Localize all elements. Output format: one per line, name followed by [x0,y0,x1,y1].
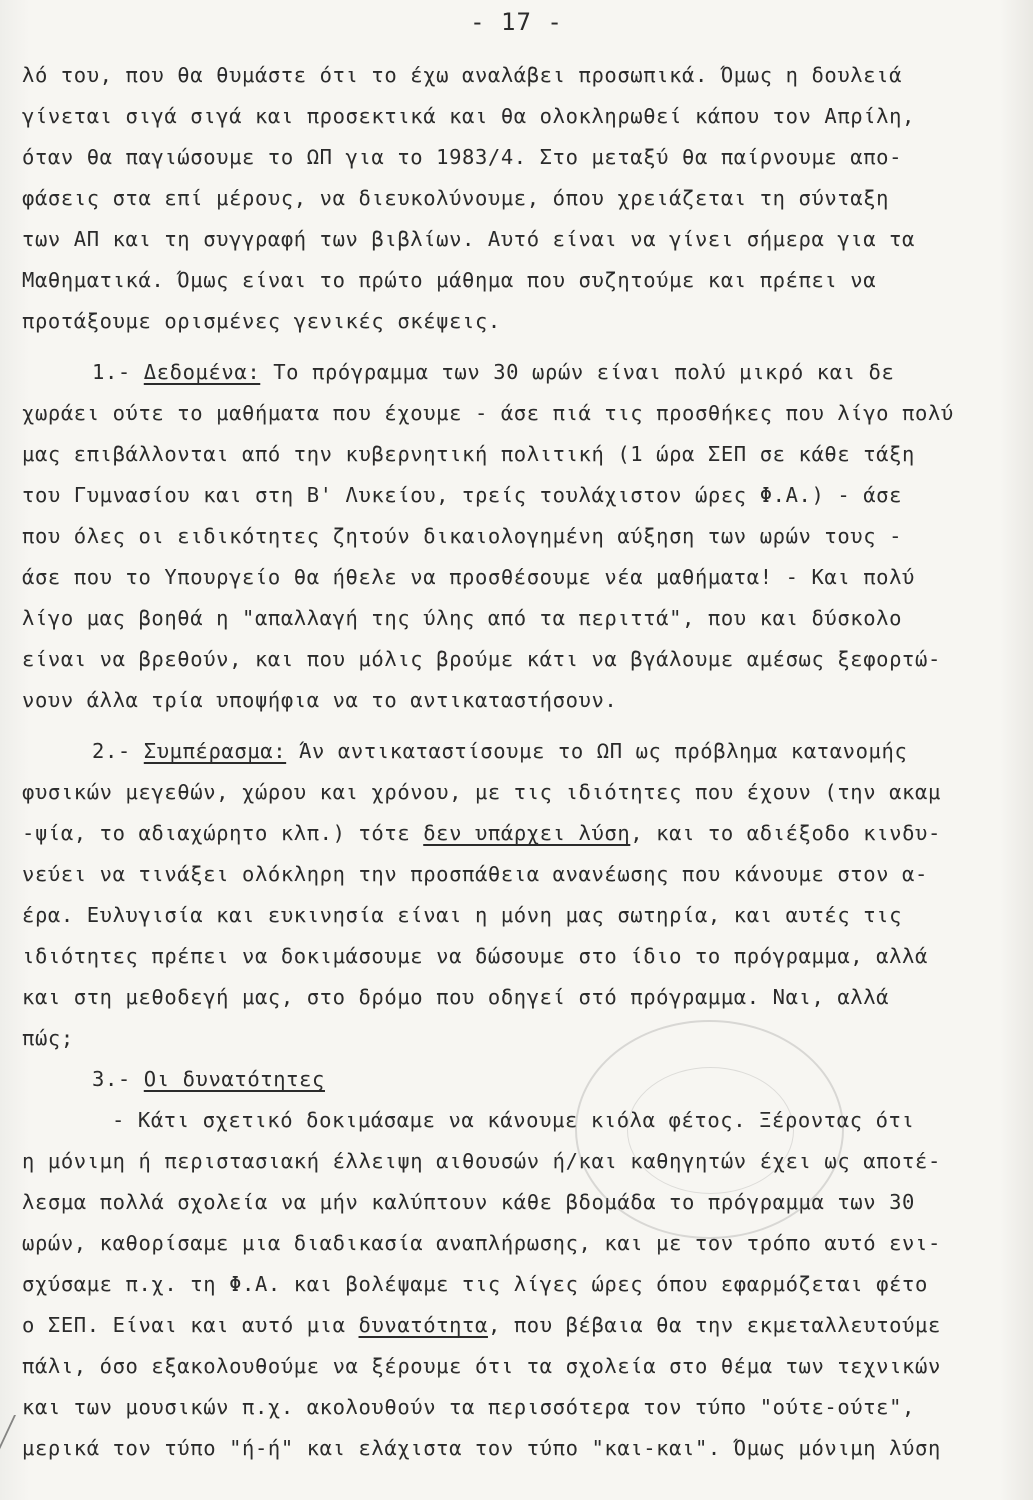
text-line: ωρών, καθορίσαμε μια διαδικασία αναπλήρωσης, και με τον τρόπο αυτό ενι- [22,1231,941,1255]
text-line: είναι να βρεθούν, και που μόλις βρούμε κάτι να βγάλουμε αμέσως ξεφορτώ- [22,647,941,671]
text-segment: -ψία, το αδιαχώρητο κλπ.) τότε [22,821,411,845]
text-line: ιδιότητες πρέπει να δοκιμάσουμε να δώσουμε στο ίδιο το πρόγραμμα, αλλά [22,944,928,968]
page-number: - 17 - [470,8,563,36]
text-line: λό του, που θα θυμάστε ότι το έχω αναλάβει προσωπικά. Όμως η δουλειά [22,63,903,87]
section-1-number: 1.- [92,360,131,384]
text-segment: , και το αδιέξοδο κινδυ- [630,821,941,845]
text-line: γίνεται σιγά σιγά και προσεκτικά και θα ολοκληρωθεί κάπου τον Απρίλη, [22,104,916,128]
section-2-number: 2.- [92,739,131,763]
text-line: η μόνιμη ή περιστασιακή έλλειψη αιθουσών ή/και καθηγητών έχει ως αποτέ- [22,1149,941,1173]
text-line: προτάξουμε ορισμένες γενικές σκέψεις. [22,309,501,333]
text-line: νουν άλλα τρία υποψήφια να το αντικαταστήσουν. [22,688,618,712]
text-line: νεύει να τινάξει ολόκληρη την προσπάθεια ανανέωσης που κάνουμε στον α- [22,862,928,886]
section-1-text: Το πρόγραμμα των 30 ωρών είναι πολύ μικρό και δε [273,360,895,384]
text-line: πώς; [22,1026,74,1050]
text-line: σχύσαμε π.χ. τη Φ.Α. και βολέψαμε τις λίγες ώρες όπου εφαρμόζεται φέτο [22,1272,928,1296]
text-line-with-underline [22,1308,1022,1349]
text-line: του Γυμνασίου και στη Β' Λυκείου, τρείς τουλάχιστον ώρες Φ.Α.) - άσε [22,483,903,507]
text-line: μας επιβάλλονται από την κυβερνητική πολιτική (1 ώρα ΣΕΠ σε κάθε τάξη [22,442,916,466]
section-3-number: 3.- [92,1067,131,1091]
text-segment: , που βέβαια θα την εκμεταλλευτούμε [487,1313,941,1337]
text-line: πάλι, όσο εξακολουθούμε να ξέρουμε ότι τα σχολεία στο θέμα των τεχνικών [22,1354,941,1378]
underlined-phrase: δεν υπάρχει λύση [423,821,631,845]
text-line-with-underline [22,816,1022,857]
section-2-text: Άν αντικαταστίσουμε το ΩΠ ως πρόβλημα κατανομής [299,739,908,763]
text-line: των ΑΠ και τη συγγραφή των βιβλίων. Αυτό είναι να γίνει σήμερα για τα [22,227,916,251]
document-body [22,58,1022,1472]
text-line: λίγο μας βοηθά η "απαλλαγή της ύλης από τα περιττά", που και δύσκολο [22,606,903,630]
text-line: και των μουσικών π.χ. ακολουθούν τα περισσότερα τον τύπο "ούτε-ούτε", [22,1395,916,1419]
text-line: λεσμα πολλά σχολεία να μήν καλύπτουν κάθε βδομάδα το πρόγραμμα των 30 [22,1190,916,1214]
underlined-phrase: δυνατότητα [358,1313,488,1337]
text-line: άσε που το Υπουργείο θα ήθελε να προσθέσουμε νέα μαθήματα! - Και πολύ [22,565,916,589]
text-line: φάσεις στα επί μέρους, να διευκολύνουμε, όπου χρειάζεται τη σύνταξη [22,186,890,210]
text-line: μερικά τον τύπο "ή-ή" και ελάχιστα τον τύπο "και-και". Όμως μόνιμη λύση [22,1436,941,1460]
text-line: Μαθηματικά. Όμως είναι το πρώτο μάθημα που συζητούμε και πρέπει να [22,268,877,292]
text-line: φυσικών μεγεθών, χώρου και χρόνου, με τις ιδιότητες που έχουν (την ακαμ [22,780,941,804]
text-line: που όλες οι ειδικότητες ζητούν δικαιολογημένη αύξηση των ωρών τους - [22,524,903,548]
text-line: και στη μεθοδεγή μας, στο δρόμο που οδηγεί στό πρόγραμμα. Ναι, αλλά [22,985,890,1009]
text-line: - Κάτι σχετικό δοκιμάσαμε να κάνουμε κιόλα φέτος. Ξέροντας ότι [112,1108,915,1132]
text-line: όταν θα παγιώσουμε το ΩΠ για το 1983/4. Στο μεταξύ θα παίρνουμε απο- [22,145,903,169]
section-3-heading: Οι δυνατότητες [143,1067,325,1091]
text-segment: ο ΣΕΠ. Είναι και αυτό μια [22,1313,346,1337]
section-1-heading-line [22,355,1022,396]
text-line: χωράει ούτε το μαθήματα που έχουμε - άσε πιά τις προσθήκες που λίγο πολύ [22,401,954,425]
stamp-seal [575,1020,844,1239]
section-1-heading: Δεδομένα: [143,360,261,384]
section-2-heading: Συμπέρασμα: [143,739,287,763]
text-line: έρα. Ευλυγισία και ευκινησία είναι η μόνη μας σωτηρία, και αυτές τις [22,903,903,927]
section-2-heading-line [22,734,1022,775]
section-3-heading-line [22,1062,1022,1103]
